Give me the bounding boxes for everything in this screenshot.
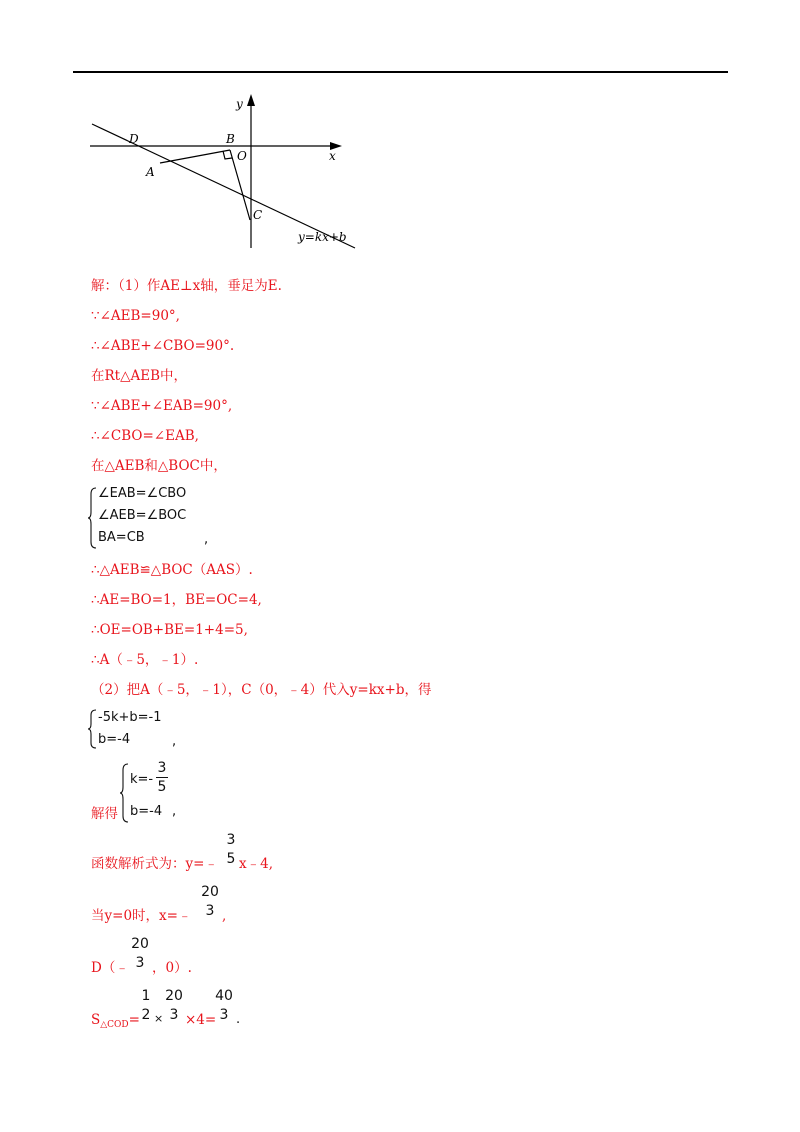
- fraction-bar: [214, 1005, 234, 1006]
- fraction-function-numerator: 3: [226, 832, 236, 848]
- solution-line-2: ∵∠AEB=90°,: [91, 308, 180, 324]
- solution-line-4: 在Rt△AEB中，: [91, 368, 187, 384]
- area-times-1: ×: [154, 1012, 164, 1025]
- point-D-label: D: [129, 132, 139, 146]
- fraction-d-numerator: 20: [131, 936, 149, 952]
- fraction-bar: [225, 849, 237, 850]
- fraction-half-numerator: 1: [141, 988, 151, 1004]
- system-2-row-2: b=-4: [98, 732, 131, 747]
- point-C-label: C: [253, 208, 263, 222]
- area-equals: =: [128, 1012, 140, 1028]
- function-suffix: x﹣4,: [239, 856, 273, 872]
- system-1-comma: ,: [204, 532, 209, 547]
- solution-line-6: ∴∠CBO=∠EAB,: [91, 428, 199, 444]
- fraction-k-numerator: 3: [157, 760, 167, 776]
- d-suffix: ，0）.: [152, 960, 192, 976]
- fraction-function-denominator: 5: [226, 851, 236, 867]
- solved-comma: ,: [172, 804, 177, 819]
- system-2-row-1: -5k+b=-1: [98, 710, 162, 725]
- fraction-twenty-thirds: [164, 988, 184, 1023]
- fraction-function: [225, 832, 237, 867]
- area-period: .: [236, 1012, 241, 1027]
- when-suffix: ,: [222, 908, 227, 924]
- solution-line-1: 解：（1）作AE⊥x轴，垂足为E.: [91, 278, 282, 294]
- solution-line-7: 在△AEB和△BOC中，: [91, 458, 227, 474]
- solution-line-8: ∴△AEB≌△BOC（AAS）.: [91, 562, 253, 578]
- left-brace-icon: [120, 762, 130, 824]
- header-rule: [73, 71, 728, 73]
- solve-prefix: 解得: [91, 806, 118, 822]
- system-1-row-3: BA=CB: [98, 530, 145, 545]
- solution-line-11: ∴A（﹣5，﹣1）.: [91, 652, 199, 668]
- solved-b: b=-4: [130, 804, 163, 819]
- fraction-k-denominator: 5: [157, 779, 167, 795]
- left-brace-icon: [88, 486, 98, 550]
- equation-system-2: [88, 708, 208, 750]
- fraction-when: [200, 884, 220, 919]
- fraction-when-denominator: 3: [205, 903, 215, 919]
- solution-line-3: ∴∠ABE+∠CBO=90°.: [91, 338, 235, 354]
- fraction-d-denominator: 3: [135, 955, 145, 971]
- fraction-40-3-denominator: 3: [219, 1007, 229, 1023]
- line-label: y=kx+b: [298, 230, 347, 244]
- solution-line-12: （2）把A（﹣5，﹣1），C（0，﹣4）代入y=kx+b，得: [91, 682, 432, 698]
- solution-line-9: ∴AE=BO=1，BE=OC=4,: [91, 592, 262, 608]
- fraction-bar: [164, 1005, 184, 1006]
- fraction-40-3-numerator: 40: [215, 988, 233, 1004]
- fraction-20-3-denominator: 3: [169, 1007, 179, 1023]
- solution-line-5: ∵∠ABE+∠EAB=90°,: [91, 398, 233, 414]
- area-subscript: △COD: [100, 1020, 129, 1030]
- system-1-row-2: ∠AEB=∠BOC: [98, 508, 187, 523]
- fraction-half-denominator: 2: [141, 1007, 151, 1023]
- fraction-when-numerator: 20: [201, 884, 219, 900]
- point-O-label: O: [237, 149, 247, 163]
- solution-line-10: ∴OE=OB+BE=1+4=5,: [91, 622, 248, 638]
- fraction-bar: [130, 953, 150, 954]
- fraction-bar: [156, 777, 168, 778]
- y-axis-label: y: [236, 97, 243, 111]
- x-axis-label: x: [329, 149, 336, 163]
- area-S: S: [91, 1012, 101, 1028]
- system-2-comma: ,: [172, 734, 177, 749]
- area-times-4: ×4=: [185, 1012, 217, 1028]
- fraction-forty-thirds: [214, 988, 234, 1023]
- fraction-k: [156, 760, 168, 795]
- fraction-half: [140, 988, 152, 1023]
- segment-AB: [160, 150, 230, 163]
- fraction-d: [130, 936, 150, 971]
- solved-k-prefix: k=-: [130, 772, 154, 787]
- point-A-label: A: [146, 165, 155, 179]
- function-prefix: 函数解析式为：y=﹣: [91, 856, 218, 872]
- left-brace-icon: [88, 708, 98, 750]
- fraction-bar: [200, 901, 220, 902]
- y-axis-arrow: [247, 94, 255, 106]
- coordinate-figure: [80, 88, 380, 258]
- area-expression: [91, 1012, 140, 1033]
- fraction-bar: [140, 1005, 152, 1006]
- fraction-20-3-numerator: 20: [165, 988, 183, 1004]
- system-1-row-1: ∠EAB=∠CBO: [98, 486, 187, 501]
- d-prefix: D（﹣: [91, 960, 129, 976]
- point-B-label: B: [226, 132, 235, 146]
- when-prefix: 当y=0时，x=﹣: [91, 908, 192, 924]
